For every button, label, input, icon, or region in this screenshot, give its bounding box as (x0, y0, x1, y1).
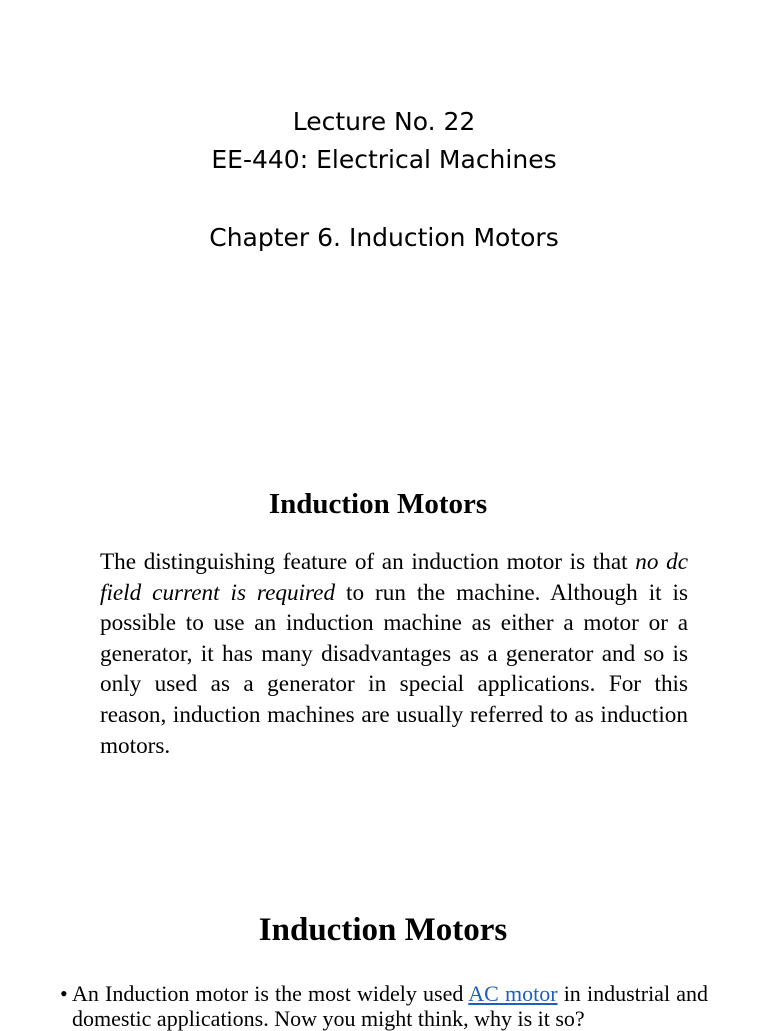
ac-motor-link[interactable]: AC motor (468, 981, 558, 1006)
paragraph-text-start: The distinguishing feature of an induction motor is that (100, 549, 636, 575)
bullet-text-start: An Induction motor is the most widely used (72, 981, 469, 1006)
bullet-text-end: in industrial and domestic applications. Now you might think, why is it so? (72, 981, 708, 1031)
definition-paragraph (100, 547, 688, 761)
course-title: EE-440: Electrical Machines (211, 145, 557, 174)
paragraph-emphasis: no dc field current is required (100, 549, 688, 606)
bullet-icon: • (60, 981, 68, 1006)
slide-heading: Induction Motors (258, 912, 508, 948)
slide-induction-motors-usage (0, 870, 768, 1031)
slide-title-page (0, 0, 768, 420)
slide-induction-motors-definition (0, 420, 768, 870)
slide-heading: Induction Motors (268, 488, 488, 520)
paragraph-text-end: to run the machine. Although it is possible to use an induction machine as either a motor or a generator, it has many disadvantages as a generator and so is only used as a generator in special applications. For this reason, induction machines are usually referred to as induction motors. (100, 579, 688, 759)
lecture-number: Lecture No. 22 (292, 107, 476, 136)
chapter-title: Chapter 6. Induction Motors (209, 223, 559, 252)
